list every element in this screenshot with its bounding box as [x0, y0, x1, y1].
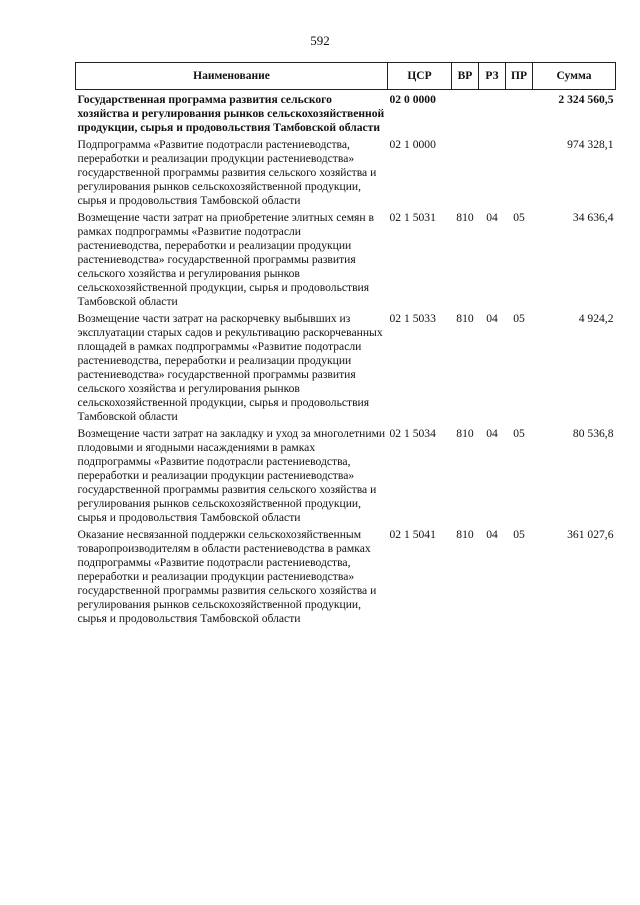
row-sum: 974 328,1 — [567, 138, 614, 151]
row-sum: 4 924,2 — [578, 312, 614, 325]
row-rz: 04 — [486, 528, 498, 541]
table-row — [76, 424, 616, 525]
header-vr: ВР — [452, 63, 479, 90]
table-header-row — [76, 63, 616, 90]
row-name: Подпрограмма «Развитие подотрасли растениеводства, переработки и реализации продукции растениеводства» государственной программы развития сельского хозяйства и регулирования рынков сельскохозяйственной продукции, сырья и продовольствия Тамбовской области — [77, 138, 377, 207]
row-pr: 05 — [513, 211, 525, 224]
table-row — [76, 135, 616, 208]
header-sum: Сумма — [533, 63, 616, 90]
row-vr: 810 — [456, 211, 474, 224]
row-csr: 02 1 5041 — [389, 528, 436, 541]
row-rz — [479, 90, 506, 136]
row-name: Возмещение части затрат на раскорчевку выбывших из эксплуатации старых садов и рекультивацию раскорчеванных площадей в рамках подпрограммы «Развитие подотрасли растениеводства, переработки и реализации продукции растениеводства» государственной программы развития сельского хозяйства и регулирования рынков сельскохозяйственной продукции, сырья и продовольствия Тамбовской области — [77, 312, 383, 423]
row-vr — [452, 90, 479, 136]
row-rz: 04 — [486, 211, 498, 224]
row-name: Возмещение части затрат на приобретение элитных семян в рамках подпрограммы «Развитие подотрасли растениеводства, переработки и реализации продукции растениеводства» государственной программы развития сельского хозяйства и регулирования рынков сельскохозяйственной продукции, сырья и продовольствия Тамбовской области — [77, 211, 374, 308]
row-sum: 2 324 560,5 — [558, 93, 614, 106]
header-rz: РЗ — [479, 63, 506, 90]
row-pr: 05 — [513, 427, 525, 440]
row-csr: 02 1 0000 — [389, 138, 436, 151]
row-name: Государственная программа развития сельского хозяйства и регулирования рынков сельскохозяйственной продукции, сырья и продовольствия Тамбовской области — [77, 93, 385, 134]
row-pr — [506, 90, 533, 136]
row-sum: 80 536,8 — [572, 427, 614, 440]
row-pr: 05 — [513, 528, 525, 541]
header-name: Наименование — [76, 63, 388, 90]
row-rz: 04 — [486, 427, 498, 440]
row-name: Возмещение части затрат на закладку и уход за многолетними плодовыми и ягодными насаждениями в рамках подпрограммы «Развитие подотрасли растениеводства, переработки и реализации продукции растениеводства» государственной программы развития сельского хозяйства и регулирования рынков сельскохозяйственной продукции, сырья и продовольствия Тамбовской области — [77, 427, 386, 524]
row-csr: 02 1 5033 — [389, 312, 436, 325]
table-row — [76, 208, 616, 309]
budget-table — [75, 62, 616, 626]
page-number: 592 — [310, 33, 330, 48]
row-vr: 810 — [456, 528, 474, 541]
header-pr: ПР — [506, 63, 533, 90]
row-rz: 04 — [486, 312, 498, 325]
row-vr — [452, 135, 479, 208]
row-vr: 810 — [456, 427, 474, 440]
row-rz — [479, 135, 506, 208]
row-csr: 02 1 5034 — [389, 427, 436, 440]
table-row — [76, 90, 616, 136]
table-body — [76, 90, 616, 627]
row-csr: 02 1 5031 — [389, 211, 436, 224]
row-vr: 810 — [456, 312, 474, 325]
row-pr — [506, 135, 533, 208]
row-name: Оказание несвязанной поддержки сельскохозяйственным товаропроизводителям в области растениеводства в рамках подпрограммы «Развитие подотрасли растениеводства, переработки и реализации продукции растениеводства» государственной программы развития сельского хозяйства и регулирования рынков сельскохозяйственной продукции, сырья и продовольствия Тамбовской области — [77, 528, 377, 625]
row-csr: 02 0 0000 — [389, 93, 436, 106]
table-row — [76, 525, 616, 626]
header-csr: ЦСР — [388, 63, 452, 90]
table-row — [76, 309, 616, 424]
row-pr: 05 — [513, 312, 525, 325]
row-sum: 361 027,6 — [567, 528, 614, 541]
row-sum: 34 636,4 — [572, 211, 614, 224]
